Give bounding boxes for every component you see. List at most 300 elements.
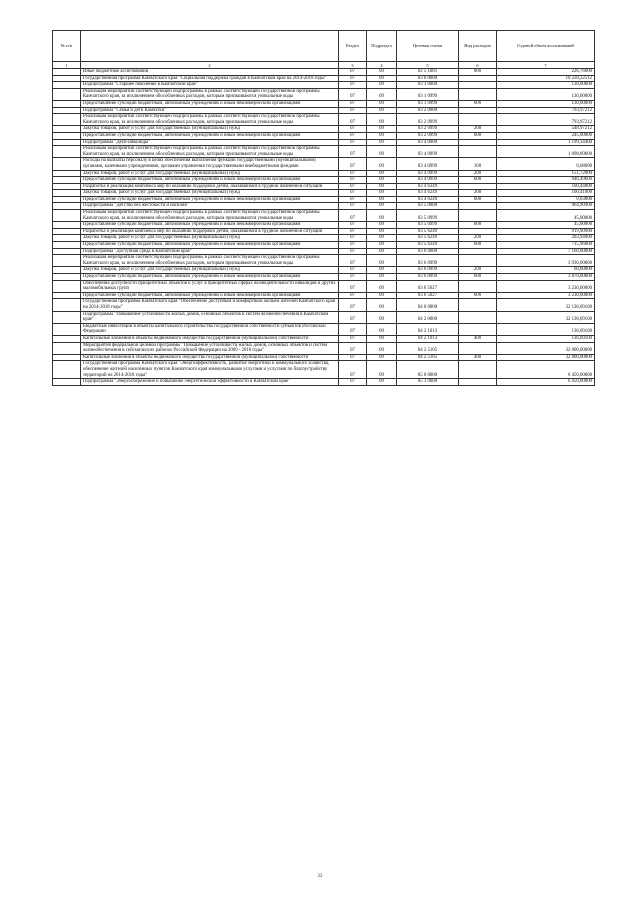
- column-number: 5: [397, 62, 459, 69]
- row-amount-cell: 203,94900: [497, 235, 595, 242]
- table-row: [53, 114, 595, 126]
- row-exptype-cell: 600: [459, 292, 497, 299]
- row-target-cell: 03 0 0000: [397, 75, 459, 82]
- row-name-cell: Предоставление субсидий бюджетным, автономным учреждениям и иным некоммерческим организациям: [81, 292, 339, 299]
- row-amount-cell: 0,03800: [497, 196, 595, 203]
- table-row: [53, 323, 595, 335]
- row-target-cell: 04 2 5105: [397, 354, 459, 361]
- row-subsection-cell: 09: [367, 242, 397, 249]
- header-subsection: Подраздел: [367, 31, 397, 62]
- row-exptype-cell: [459, 248, 497, 255]
- row-name-cell: Мероприятия федеральной целевой программы "Повышение устойчивости жилых домов, основных объектов и систем жизнеобеспечения в сейсмических районах Российской Федерации на 2009 - 2018 годы": [81, 342, 339, 354]
- row-target-cell: 03 4 6249: [397, 183, 459, 190]
- row-exptype-cell: [459, 75, 497, 82]
- row-subsection-cell: 09: [367, 361, 397, 379]
- row-name-cell: Закупка товаров, работ и услуг для государственных (муниципальных) нужд: [81, 170, 339, 177]
- table-header: [53, 31, 595, 69]
- row-exptype-cell: 600: [459, 222, 497, 229]
- row-exptype-cell: [459, 280, 497, 292]
- row-target-cell: 03 4 0000: [397, 139, 459, 146]
- table-row: [53, 107, 595, 114]
- table-row: [53, 248, 595, 255]
- row-target-cell: 03 4 6249: [397, 190, 459, 197]
- row-name-cell: Расходы на выплаты персоналу в целях обеспечения выполнения функций государственными (муниципальными) органами, казенными учреждениями, органами управления государственными внебюджетными фондами: [81, 158, 339, 170]
- row-num-cell: [53, 228, 81, 235]
- row-section-cell: 07: [339, 107, 367, 114]
- table-row: [53, 82, 595, 89]
- table-row: [53, 170, 595, 177]
- row-target-cell: 04 2 1013: [397, 335, 459, 342]
- row-name-cell: Реализация мероприятий соответствующей подпрограммы в рамках соответствующей государственной программы Камчатского края, за исключением обособленных расходов, которым присваиваются уникальные коды: [81, 114, 339, 126]
- row-section-cell: 07: [339, 75, 367, 82]
- row-name-cell: Разработка и реализация комплекса мер по оказанию поддержки детям, оказавшимся в трудной жизненной ситуации: [81, 228, 339, 235]
- row-target-cell: 04 2 1013: [397, 323, 459, 335]
- row-subsection-cell: 09: [367, 203, 397, 210]
- row-name-cell: Подпрограмма "Повышение устойчивости жилых домов, основных объектов и систем жизнеобеспечения в Камчатском крае": [81, 311, 339, 323]
- row-exptype-cell: 200: [459, 267, 497, 274]
- row-section-cell: 07: [339, 248, 367, 255]
- table-row: [53, 203, 595, 210]
- row-section-cell: 07: [339, 267, 367, 274]
- row-num-cell: [53, 88, 81, 100]
- table-row: [53, 255, 595, 267]
- row-section-cell: 07: [339, 100, 367, 107]
- row-subsection-cell: 09: [367, 114, 397, 126]
- row-exptype-cell: [459, 183, 497, 190]
- row-target-cell: 03 1 0999: [397, 88, 459, 100]
- row-num-cell: [53, 69, 81, 76]
- row-target-cell: 03 2 0999: [397, 126, 459, 133]
- page-number: 32: [317, 874, 323, 879]
- header-exptype: Вид расходов: [459, 31, 497, 62]
- row-subsection-cell: 09: [367, 255, 397, 267]
- row-exptype-cell: [459, 107, 497, 114]
- row-subsection-cell: 09: [367, 354, 397, 361]
- row-target-cell: 03 6 5027: [397, 280, 459, 292]
- row-section-cell: 07: [339, 190, 367, 197]
- row-target-cell: 04 2 5105: [397, 342, 459, 354]
- row-exptype-cell: 200: [459, 126, 497, 133]
- row-amount-cell: 45,00000: [497, 210, 595, 222]
- row-num-cell: [53, 354, 81, 361]
- row-amount-cell: 7 160,00000: [497, 248, 595, 255]
- row-amount-cell: 1 098,89600: [497, 146, 595, 158]
- row-amount-cell: 130,00000: [497, 100, 595, 107]
- row-exptype-cell: 600: [459, 196, 497, 203]
- header-num: № п/п: [53, 31, 81, 62]
- row-amount-cell: 130,00000: [497, 88, 595, 100]
- row-subsection-cell: 09: [367, 280, 397, 292]
- row-amount-cell: 136,09100: [497, 323, 595, 335]
- row-name-cell: Закупка товаров, работ и услуг для государственных (муниципальных) нужд: [81, 190, 339, 197]
- column-number: 1: [53, 62, 81, 69]
- row-section-cell: 07: [339, 280, 367, 292]
- row-subsection-cell: 09: [367, 170, 397, 177]
- row-target-cell: 03 2 0999: [397, 132, 459, 139]
- row-section-cell: 07: [339, 361, 367, 379]
- column-number: 4: [367, 62, 397, 69]
- row-name-cell: Предоставление субсидий бюджетным, автономным учреждениям и иным некоммерческим организациям: [81, 100, 339, 107]
- row-num-cell: [53, 177, 81, 184]
- row-num-cell: [53, 114, 81, 126]
- row-subsection-cell: 09: [367, 146, 397, 158]
- row-num-cell: [53, 196, 81, 203]
- row-section-cell: 07: [339, 146, 367, 158]
- row-exptype-cell: [459, 210, 497, 222]
- row-name-cell: Предоставление субсидий бюджетным, автономным учреждениям и иным некоммерческим организациям: [81, 242, 339, 249]
- row-amount-cell: 136,09100: [497, 335, 595, 342]
- row-name-cell: Реализация мероприятий соответствующей подпрограммы в рамках соответствующей государственной программы Камчатского края, за исключением обособленных расходов, которым присваиваются уникальные коды: [81, 146, 339, 158]
- row-target-cell: 04 0 0000: [397, 299, 459, 311]
- row-subsection-cell: 09: [367, 222, 397, 229]
- row-exptype-cell: [459, 82, 497, 89]
- row-amount-cell: 6 450,00000: [497, 379, 595, 386]
- row-num-cell: [53, 335, 81, 342]
- row-amount-cell: 245,00000: [497, 132, 595, 139]
- row-target-cell: 03 5 0999: [397, 210, 459, 222]
- row-exptype-cell: 800: [459, 69, 497, 76]
- row-subsection-cell: 09: [367, 323, 397, 335]
- table-row: [53, 228, 595, 235]
- row-target-cell: 03 4 0999: [397, 170, 459, 177]
- row-section-cell: 07: [339, 342, 367, 354]
- row-target-cell: 03 1 0999: [397, 100, 459, 107]
- table-row: [53, 69, 595, 76]
- row-target-cell: 02 5 1001: [397, 69, 459, 76]
- row-target-cell: 03 5 6249: [397, 235, 459, 242]
- row-num-cell: [53, 292, 81, 299]
- table-row: [53, 280, 595, 292]
- row-amount-cell: 32 136,09100: [497, 299, 595, 311]
- row-section-cell: 07: [339, 210, 367, 222]
- column-number: 6: [459, 62, 497, 69]
- row-amount-cell: 3 230,00000: [497, 292, 595, 299]
- row-name-cell: Подпрограмма "Старшее поколение в Камчатском крае": [81, 82, 339, 89]
- row-name-cell: Иные бюджетные ассигнования: [81, 69, 339, 76]
- row-target-cell: 03 5 6249: [397, 242, 459, 249]
- table-row: [53, 292, 595, 299]
- row-section-cell: 07: [339, 299, 367, 311]
- row-subsection-cell: 09: [367, 311, 397, 323]
- row-num-cell: [53, 203, 81, 210]
- row-section-cell: 07: [339, 177, 367, 184]
- row-section-cell: 07: [339, 132, 367, 139]
- row-section-cell: 07: [339, 242, 367, 249]
- row-name-cell: Закупка товаров, работ и услуг для государственных (муниципальных) нужд: [81, 235, 339, 242]
- column-number: 3: [339, 62, 367, 69]
- row-amount-cell: 45,00000: [497, 222, 595, 229]
- row-section-cell: 07: [339, 88, 367, 100]
- row-amount-cell: 715,96000: [497, 242, 595, 249]
- row-section-cell: 07: [339, 323, 367, 335]
- row-target-cell: 03 4 0999: [397, 158, 459, 170]
- column-number: 2: [81, 62, 339, 69]
- row-exptype-cell: [459, 379, 497, 386]
- row-amount-cell: 793,97212: [497, 114, 595, 126]
- row-section-cell: 07: [339, 114, 367, 126]
- table-body: [53, 69, 595, 386]
- row-amount-cell: 151,72000: [497, 170, 595, 177]
- row-amount-cell: 130,00000: [497, 82, 595, 89]
- row-exptype-cell: [459, 139, 497, 146]
- table-row: [53, 379, 595, 386]
- row-subsection-cell: 09: [367, 235, 397, 242]
- table-row: [53, 88, 595, 100]
- row-num-cell: [53, 323, 81, 335]
- row-num-cell: [53, 342, 81, 354]
- row-subsection-cell: 09: [367, 75, 397, 82]
- row-num-cell: [53, 126, 81, 133]
- row-num-cell: [53, 75, 81, 82]
- row-exptype-cell: 600: [459, 177, 497, 184]
- header-amount: Годовой объем ассигнований: [497, 31, 595, 62]
- row-section-cell: 07: [339, 292, 367, 299]
- document-page: [52, 30, 594, 386]
- row-target-cell: 03 5 0999: [397, 222, 459, 229]
- row-subsection-cell: 09: [367, 82, 397, 89]
- row-subsection-cell: 09: [367, 132, 397, 139]
- row-name-cell: Государственная программа Камчатского края "Энергоэффективность, развитие энергетики и коммунального хозяйства, обеспечение жителей населенных пунктов Камчатского края коммунальными услугами и услугами по благоустройству территорий на 2014-2018 годы": [81, 361, 339, 379]
- row-subsection-cell: 09: [367, 158, 397, 170]
- row-num-cell: [53, 190, 81, 197]
- row-section-cell: 07: [339, 203, 367, 210]
- row-target-cell: 05 1 0000: [397, 379, 459, 386]
- row-num-cell: [53, 267, 81, 274]
- row-exptype-cell: [459, 255, 497, 267]
- row-exptype-cell: 600: [459, 132, 497, 139]
- row-subsection-cell: 09: [367, 335, 397, 342]
- row-name-cell: Реализация мероприятий соответствующей подпрограммы в рамках соответствующей государственной программы Камчатского края, за исключением обособленных расходов, которым присваиваются уникальные коды: [81, 210, 339, 222]
- row-num-cell: [53, 311, 81, 323]
- row-section-cell: 07: [339, 379, 367, 386]
- row-exptype-cell: [459, 203, 497, 210]
- table-row: [53, 132, 595, 139]
- row-target-cell: 03 4 6249: [397, 196, 459, 203]
- row-section-cell: 07: [339, 158, 367, 170]
- row-amount-cell: 3 930,00000: [497, 255, 595, 267]
- row-section-cell: 07: [339, 222, 367, 229]
- row-name-cell: Предоставление субсидий бюджетным, автономным учреждениям и иным некоммерческим организациям: [81, 196, 339, 203]
- row-num-cell: [53, 274, 81, 281]
- table-row: [53, 242, 595, 249]
- row-name-cell: Закупка товаров, работ и услуг для государственных (муниципальных) нужд: [81, 126, 339, 133]
- row-section-cell: 07: [339, 196, 367, 203]
- row-exptype-cell: [459, 323, 497, 335]
- row-num-cell: [53, 235, 81, 242]
- row-section-cell: 07: [339, 354, 367, 361]
- row-amount-cell: 964,90900: [497, 203, 595, 210]
- table-row: [53, 183, 595, 190]
- row-exptype-cell: 400: [459, 354, 497, 361]
- row-section-cell: 07: [339, 170, 367, 177]
- table-row: [53, 335, 595, 342]
- row-exptype-cell: [459, 361, 497, 379]
- table-row: [53, 274, 595, 281]
- row-name-cell: Разработка и реализация комплекса мер по оказанию поддержки детям, оказавшимся в трудной жизненной ситуации: [81, 183, 339, 190]
- row-num-cell: [53, 107, 81, 114]
- table-row: [53, 196, 595, 203]
- row-name-cell: Предоставление субсидий бюджетным, автономным учреждениям и иным некоммерческим организациям: [81, 274, 339, 281]
- row-section-cell: 07: [339, 183, 367, 190]
- table-row: [53, 158, 595, 170]
- row-subsection-cell: 09: [367, 177, 397, 184]
- row-exptype-cell: [459, 228, 497, 235]
- table-row: [53, 267, 595, 274]
- row-section-cell: 07: [339, 82, 367, 89]
- budget-table: [52, 30, 595, 386]
- row-name-cell: Капитальные вложения в объекты недвижимого имущества государственной (муниципальной) собственности: [81, 354, 339, 361]
- row-exptype-cell: [459, 114, 497, 126]
- row-name-cell: Реализация мероприятий соответствующей подпрограммы в рамках соответствующей государственной программы Камчатского края, за исключением обособленных расходов, которым присваиваются уникальные коды: [81, 255, 339, 267]
- row-num-cell: [53, 248, 81, 255]
- row-subsection-cell: 09: [367, 210, 397, 222]
- row-target-cell: 05 0 0000: [397, 361, 459, 379]
- row-name-cell: Подпрограмма "Энергосбережение и повышение энергетической эффективности в Камчатском крае": [81, 379, 339, 386]
- row-num-cell: [53, 82, 81, 89]
- row-num-cell: [53, 170, 81, 177]
- row-num-cell: [53, 139, 81, 146]
- row-exptype-cell: 600: [459, 242, 497, 249]
- row-num-cell: [53, 255, 81, 267]
- row-subsection-cell: 09: [367, 107, 397, 114]
- table-row: [53, 177, 595, 184]
- row-amount-cell: 793,97212: [497, 107, 595, 114]
- row-name-cell: Государственная программа Камчатского края "Обеспечение доступным и комфортным жильем жителей Камчатского края на 2014-2018 годы": [81, 299, 339, 311]
- row-exptype-cell: [459, 311, 497, 323]
- row-subsection-cell: 09: [367, 267, 397, 274]
- row-section-cell: 07: [339, 335, 367, 342]
- row-section-cell: 07: [339, 255, 367, 267]
- row-subsection-cell: 09: [367, 126, 397, 133]
- row-num-cell: [53, 100, 81, 107]
- row-section-cell: 07: [339, 274, 367, 281]
- row-exptype-cell: 600: [459, 100, 497, 107]
- column-number: 7: [497, 62, 595, 69]
- table-row: [53, 146, 595, 158]
- row-amount-cell: 60,00000: [497, 267, 595, 274]
- row-amount-cell: 1 199,34400: [497, 139, 595, 146]
- row-num-cell: [53, 299, 81, 311]
- table-row: [53, 210, 595, 222]
- row-subsection-cell: 09: [367, 299, 397, 311]
- row-exptype-cell: [459, 88, 497, 100]
- row-section-cell: 07: [339, 311, 367, 323]
- row-target-cell: 03 5 0000: [397, 203, 459, 210]
- row-num-cell: [53, 132, 81, 139]
- row-amount-cell: 32 000,00000: [497, 342, 595, 354]
- row-name-cell: Предоставление субсидий бюджетным, автономным учреждениям и иным некоммерческим организациям: [81, 132, 339, 139]
- row-target-cell: 04 2 0000: [397, 311, 459, 323]
- row-target-cell: 03 6 0999: [397, 267, 459, 274]
- row-amount-cell: 548,97212: [497, 126, 595, 133]
- row-name-cell: Предоставление субсидий бюджетным, автономным учреждениям и иным некоммерческим организациям: [81, 177, 339, 184]
- row-name-cell: Реализация мероприятий соответствующей подпрограммы в рамках соответствующей государственной программы Камчатского края, за исключением обособленных расходов, которым присваиваются уникальные коды: [81, 88, 339, 100]
- row-num-cell: [53, 280, 81, 292]
- row-amount-cell: 946,49600: [497, 177, 595, 184]
- row-name-cell: Подпрограмма "Семья и дети Камчатки": [81, 107, 339, 114]
- table-row: [53, 361, 595, 379]
- row-subsection-cell: 09: [367, 292, 397, 299]
- table-row: [53, 222, 595, 229]
- table-row: [53, 100, 595, 107]
- row-name-cell: Подпрограмма "Детство без жестокости и насилия": [81, 203, 339, 210]
- row-name-cell: Закупка товаров, работ и услуг для государственных (муниципальных) нужд: [81, 267, 339, 274]
- table-row: [53, 299, 595, 311]
- row-name-cell: Подпрограмма "Дети-инвалиды": [81, 139, 339, 146]
- row-target-cell: 03 6 0999: [397, 255, 459, 267]
- header-name: [81, 31, 339, 62]
- table-row: [53, 75, 595, 82]
- row-num-cell: [53, 242, 81, 249]
- row-amount-cell: 10 228,22512: [497, 75, 595, 82]
- row-target-cell: 03 6 0000: [397, 248, 459, 255]
- row-subsection-cell: 09: [367, 139, 397, 146]
- table-row: [53, 190, 595, 197]
- row-num-cell: [53, 379, 81, 386]
- table-row: [53, 354, 595, 361]
- row-target-cell: 03 4 0999: [397, 146, 459, 158]
- row-exptype-cell: 200: [459, 170, 497, 177]
- row-target-cell: 03 6 5027: [397, 292, 459, 299]
- row-amount-cell: 3 230,00000: [497, 280, 595, 292]
- row-subsection-cell: 09: [367, 183, 397, 190]
- row-exptype-cell: 600: [459, 274, 497, 281]
- row-section-cell: 07: [339, 235, 367, 242]
- row-num-cell: [53, 158, 81, 170]
- row-amount-cell: 100,44800: [497, 183, 595, 190]
- row-amount-cell: 32 000,00000: [497, 354, 595, 361]
- row-amount-cell: 100,41000: [497, 190, 595, 197]
- header-target: Целевая статья: [397, 31, 459, 62]
- row-num-cell: [53, 183, 81, 190]
- column-number-row: [53, 62, 595, 69]
- row-amount-cell: 919,90900: [497, 228, 595, 235]
- row-exptype-cell: [459, 299, 497, 311]
- row-name-cell: Бюджетные инвестиции в объекты капитального строительства государственной собственности субъектов Российской Федерации: [81, 323, 339, 335]
- row-target-cell: 03 4 0999: [397, 177, 459, 184]
- row-target-cell: 03 1 0000: [397, 82, 459, 89]
- row-num-cell: [53, 210, 81, 222]
- row-section-cell: 07: [339, 228, 367, 235]
- row-exptype-cell: 200: [459, 190, 497, 197]
- table-row: [53, 139, 595, 146]
- row-section-cell: 07: [339, 139, 367, 146]
- row-num-cell: [53, 222, 81, 229]
- row-target-cell: 03 6 0999: [397, 274, 459, 281]
- row-name-cell: Капитальные вложения в объекты недвижимого имущества государственной (муниципальной) собственности: [81, 335, 339, 342]
- row-name-cell: Подпрограмма "Доступная среда в Камчатском крае": [81, 248, 339, 255]
- row-name-cell: Обеспечение доступности приоритетных объектов и услуг в приоритетных сферах жизнедеятельности инвалидов и других маломобильных групп: [81, 280, 339, 292]
- row-num-cell: [53, 146, 81, 158]
- row-exptype-cell: [459, 146, 497, 158]
- row-exptype-cell: 200: [459, 235, 497, 242]
- row-name-cell: Государственная программа Камчатского края "Социальная поддержка граждан в Камчатском крае на 2014-2018 годы": [81, 75, 339, 82]
- table-row: [53, 126, 595, 133]
- row-subsection-cell: 09: [367, 342, 397, 354]
- row-subsection-cell: 09: [367, 379, 397, 386]
- row-subsection-cell: 09: [367, 88, 397, 100]
- table-row: [53, 235, 595, 242]
- row-target-cell: 03 5 6249: [397, 228, 459, 235]
- row-target-cell: 03 2 0999: [397, 114, 459, 126]
- row-subsection-cell: 09: [367, 69, 397, 76]
- row-target-cell: 03 2 0000: [397, 107, 459, 114]
- row-section-cell: 07: [339, 126, 367, 133]
- row-amount-cell: 32 136,09100: [497, 311, 595, 323]
- row-amount-cell: 3 870,00000: [497, 274, 595, 281]
- row-amount-cell: 0,68000: [497, 158, 595, 170]
- row-exptype-cell: 100: [459, 158, 497, 170]
